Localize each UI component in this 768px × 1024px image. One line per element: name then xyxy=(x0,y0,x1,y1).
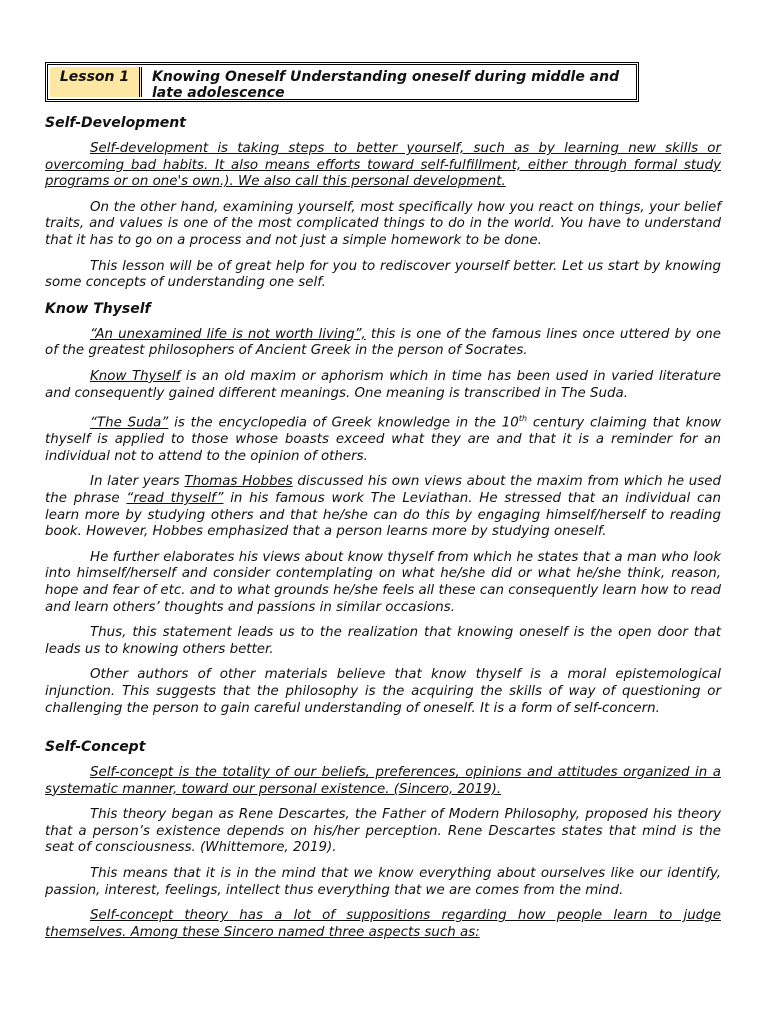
paragraph: On the other hand, examining yourself, most specifically how you react on things, your belief traits, and values is one of the most complicated things to do in the world. You have to understand that it has to go on a process and not just a simple homework to be done. xyxy=(45,199,721,248)
superscript: th xyxy=(518,414,528,424)
paragraph xyxy=(45,369,721,402)
term-thomas-hobbes: Thomas Hobbes xyxy=(184,474,293,490)
heading-know-thyself: Know Thyself xyxy=(45,300,151,317)
paragraph: Other authors of other materials believe that know thyself is a moral epistemological injunction. This suggests that the philosophy is the acquiring the skills of way of questioning or challenging the person to gain careful understanding of oneself. It is a form of self-concern. xyxy=(45,667,721,716)
heading-self-concept: Self-Concept xyxy=(45,739,146,756)
paragraph xyxy=(45,327,721,360)
text-run: this is one of the famous lines once uttered by one of the greatest philosophers of Ancient Greek in the person of Socrates. xyxy=(45,326,721,359)
paragraph: This means that it is in the mind that we know everything about ourselves like our identify, passion, interest, feelings, intellect thus everything that we are comes from the mind. xyxy=(45,866,721,898)
text-run: is the encyclopedia of Greek knowledge in the 10 xyxy=(168,415,519,431)
text-run: in his famous work The Leviathan. He stressed that an individual can learn more by studying others and that he/she can do this by engaging himself/herself to reading book. However, Hobbes emphasized that a person learns more by studying oneself. xyxy=(45,490,722,540)
term-know-thyself: Know Thyself xyxy=(90,368,181,384)
paragraph: He further elaborates his views about know thyself from which he states that a man who look into himself/herself and consider contemplating on what he/she did or what he/she think, reason, hope and fear of etc. and to what grounds he/she feels all these can consequently learn how to read and learn others’ thoughts and passions in similar occasions. xyxy=(45,549,721,615)
paragraph xyxy=(45,411,721,465)
paragraph: This lesson will be of great help for you to rediscover yourself better. Let us start by knowing some concepts of understanding one self. xyxy=(45,258,721,291)
text-run: discussed his own views about the maxim from which he used the phrase xyxy=(45,474,721,506)
paragraph: This theory began as Rene Descartes, the Father of Modern Philosophy, proposed his theory that a person’s existence depends on his/her perception. Rene Descartes states that mind is the seat of consciousness. (Whittemore, 2019). xyxy=(45,807,721,856)
heading-self-development: Self-Development xyxy=(45,115,186,131)
socrates-quote: “An unexamined life is not worth living”, xyxy=(90,326,366,342)
paragraph: Self-development is taking steps to better yourself, such as by learning new skills or overcoming bad habits. It also means efforts toward self-fulfillment, either through formal study programs or on one's own.). We also call this personal development. xyxy=(45,141,721,190)
paragraph xyxy=(45,474,721,540)
term-read-thyself: “read thyself” xyxy=(126,490,224,506)
lesson-number: Lesson 1 xyxy=(50,67,142,97)
document-page xyxy=(45,62,721,941)
paragraph: Thus, this statement leads us to the realization that knowing oneself is the open door that leads us to knowing others better. xyxy=(45,625,721,657)
lesson-header-box xyxy=(45,62,639,102)
text-run: is an old maxim or aphorism which in time has been used in varied literature and consequently gained different meanings. One meaning is transcribed in The Suda. xyxy=(45,368,721,401)
term-the-suda: “The Suda” xyxy=(90,415,169,431)
paragraph: Self-concept theory has a lot of suppositions regarding how people learn to judge themselves. Among these Sincero named three aspects such as: xyxy=(45,908,721,940)
lesson-title: Knowing Oneself Understanding oneself during middle and late adolescence xyxy=(152,69,620,101)
text-run: In later years xyxy=(90,474,185,490)
paragraph: Self-concept is the totality of our beliefs, preferences, opinions and attitudes organized in a systematic manner, toward our personal existence. (Sincero, 2019). xyxy=(45,765,721,797)
text-run: century claiming that know thyself is applied to those whose boasts exceed what they are and that it is a reminder for an individual not to attend to the opinion of others. xyxy=(45,415,721,464)
